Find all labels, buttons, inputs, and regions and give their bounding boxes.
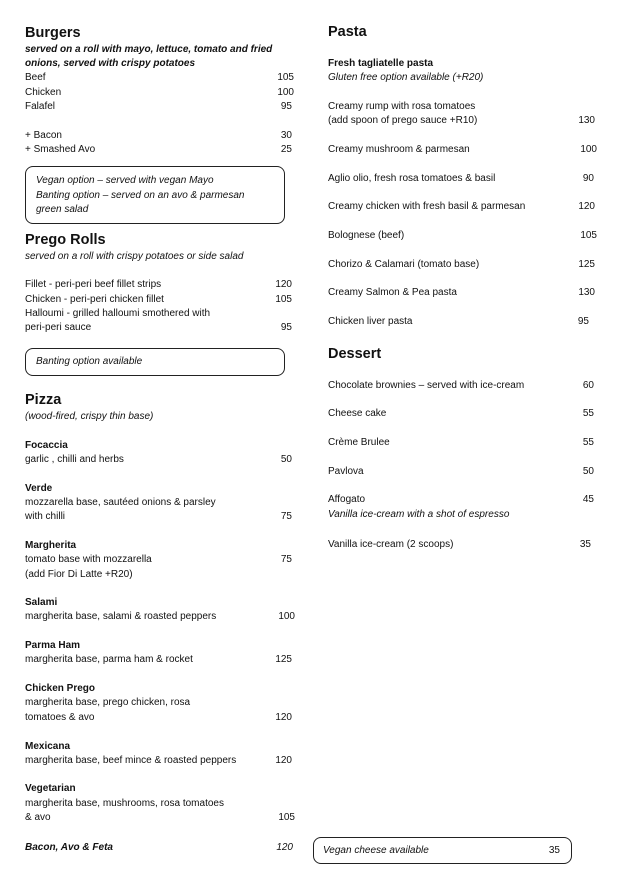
menu-item-price: 55: [582, 408, 594, 419]
pizza-description-cont: with chilli: [25, 511, 66, 522]
addon-name: + Bacon: [25, 130, 62, 141]
menu-item-price: 125: [578, 259, 595, 270]
pizza-price: 100: [278, 611, 295, 622]
menu-item-price: 100: [277, 87, 294, 98]
pizza-price: 75: [280, 511, 292, 522]
pizza-description: margherita base, mushrooms, rosa tomatoes: [25, 798, 224, 809]
pizza-description: margherita base, salami & roasted peppers: [25, 611, 217, 622]
pizza-price: 75: [280, 554, 292, 565]
menu-item-name: Halloumi - grilled halloumi smothered with: [25, 308, 211, 319]
pasta-title: Pasta: [328, 24, 367, 40]
pizza-price: 120: [275, 755, 292, 766]
fresh-pasta-title: Fresh tagliatelle pasta: [328, 58, 434, 69]
pizza-description: margherita base, prego chicken, rosa: [25, 697, 191, 708]
pizza-description: margherita base, parma ham & rocket: [25, 654, 193, 665]
pizza-name: Margherita: [25, 540, 77, 551]
addon-price: 25: [280, 144, 292, 155]
menu-item-price: 105: [580, 230, 597, 241]
pizza-description-cont: tomatoes & avo: [25, 712, 95, 723]
menu-item-price: 90: [582, 173, 594, 184]
pizza-description: margherita base, beef mince & roasted peppers: [25, 755, 237, 766]
menu-item-name: Crème Brulee: [328, 437, 390, 448]
menu-item-name: Chorizo & Calamari (tomato base): [328, 259, 480, 270]
vegan-option-note: Vegan option – served with vegan Mayo: [36, 175, 214, 186]
pizza-name: Salami: [25, 597, 58, 608]
pizza-name: Verde: [25, 483, 53, 494]
menu-item-name: Aglio olio, fresh rosa tomatoes & basil: [328, 173, 496, 184]
menu-item-name: Pavlova: [328, 466, 364, 477]
menu-item-name: Chicken liver pasta: [328, 316, 413, 327]
menu-item-price: 95: [577, 316, 589, 327]
menu-item-name-cont: peri-peri sauce: [25, 322, 92, 333]
vegan-cheese-price: 35: [548, 845, 560, 856]
menu-item-name: Falafel: [25, 101, 56, 112]
pizza-name: Mexicana: [25, 741, 71, 752]
pizza-name: Chicken Prego: [25, 683, 96, 694]
pizza-description: garlic , chilli and herbs: [25, 454, 124, 465]
pizza-price: 105: [278, 812, 295, 823]
pizza-price: 120: [275, 712, 292, 723]
pizza-description-cont: & avo: [25, 812, 51, 823]
banting-option-note: Banting option – served on an avo & parmesan: [36, 190, 245, 201]
menu-item-name: Creamy chicken with fresh basil & parmesan: [328, 201, 526, 212]
pizza-price: 50: [280, 454, 292, 465]
dessert-title: Dessert: [328, 346, 382, 362]
menu-item-name: Bolognese (beef): [328, 230, 405, 241]
menu-item-name: Affogato: [328, 494, 366, 505]
pizza-name: Bacon, Avo & Feta: [25, 842, 113, 853]
burgers-description-line2: onions, served with crispy potatoes: [25, 58, 196, 69]
menu-item-price: 120: [578, 201, 595, 212]
pizza-description: mozzarella base, sautéed onions & parsley: [25, 497, 216, 508]
pizza-name: Vegetarian: [25, 783, 76, 794]
pizza-price: 120: [276, 842, 293, 853]
menu-item-name: Creamy Salmon & Pea pasta: [328, 287, 457, 298]
menu-item-name: Chicken - peri-peri chicken fillet: [25, 294, 164, 305]
addon-price: 30: [280, 130, 292, 141]
menu-item-price: 50: [582, 466, 594, 477]
vegan-cheese-label: Vegan cheese available: [323, 845, 429, 856]
menu-item-name: Chocolate brownies – served with ice-cream: [328, 380, 525, 391]
menu-item-price: 55: [582, 437, 594, 448]
addon-name: + Smashed Avo: [25, 144, 96, 155]
menu-item-name: Vanilla ice-cream (2 scoops): [328, 539, 454, 550]
burgers-title: Burgers: [25, 25, 81, 41]
menu-item-price: 130: [578, 115, 595, 126]
prego-rolls-title: Prego Rolls: [25, 232, 106, 248]
banting-option-note: Banting option available: [36, 356, 143, 367]
menu-item-price: 105: [275, 294, 292, 305]
menu-item-price: 60: [582, 380, 594, 391]
burgers-description-line1: served on a roll with mayo, lettuce, tomato and fried: [25, 44, 273, 55]
menu-item-name-cont: (add spoon of prego sauce +R10): [328, 115, 478, 126]
menu-item-description: Vanilla ice-cream with a shot of espresso: [328, 509, 510, 520]
menu-item-price: 95: [280, 101, 292, 112]
pizza-name: Focaccia: [25, 440, 68, 451]
menu-item-name: Creamy rump with rosa tomatoes: [328, 101, 476, 112]
pizza-description: tomato base with mozzarella: [25, 554, 152, 565]
gluten-free-note: Gluten free option available (+R20): [328, 72, 484, 83]
pizza-title: Pizza: [25, 392, 62, 408]
menu-item-price: 35: [579, 539, 591, 550]
prego-rolls-description: served on a roll with crispy potatoes or side salad: [25, 251, 244, 262]
menu-item-name: Beef: [25, 72, 46, 83]
pizza-description-cont: (add Fior Di Latte +R20): [25, 569, 133, 580]
pizza-description: (wood-fired, crispy thin base): [25, 411, 154, 422]
menu-item-price: 45: [582, 494, 594, 505]
banting-option-note-cont: green salad: [36, 204, 89, 215]
menu-item-name: Creamy mushroom & parmesan: [328, 144, 470, 155]
menu-item-name: Chicken: [25, 87, 62, 98]
pizza-name: Parma Ham: [25, 640, 81, 651]
menu-item-price: 100: [580, 144, 597, 155]
menu-item-name: Cheese cake: [328, 408, 387, 419]
menu-item-price: 120: [275, 279, 292, 290]
menu-item-price: 95: [280, 322, 292, 333]
menu-item-price: 130: [578, 287, 595, 298]
menu-item-price: 105: [277, 72, 294, 83]
pizza-price: 125: [275, 654, 292, 665]
menu-item-name: Fillet - peri-peri beef fillet strips: [25, 279, 162, 290]
